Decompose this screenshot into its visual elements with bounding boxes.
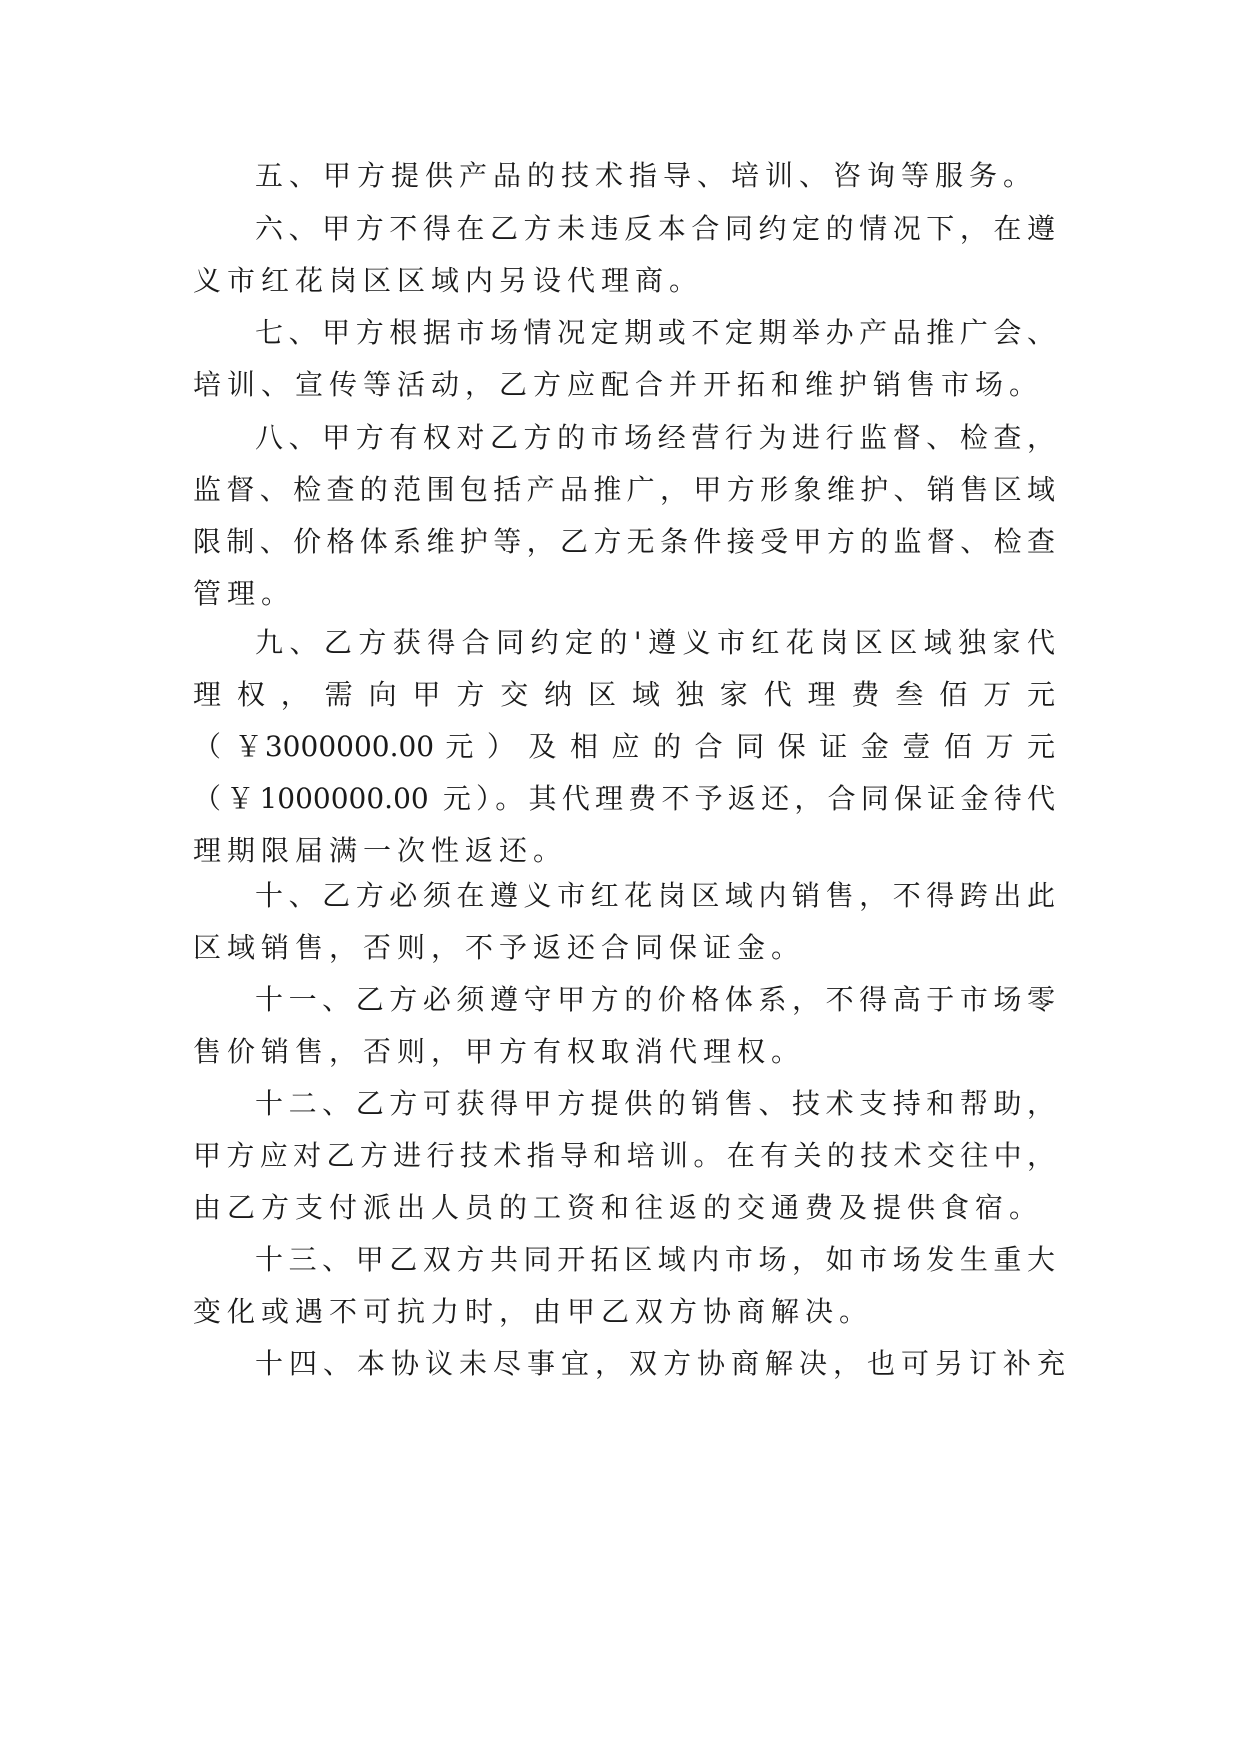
text-line: 九、乙方获得合同约定的'遵义市红花岗区区域独家代 — [255, 626, 1055, 659]
text-line: 十二、乙方可获得甲方提供的销售、技术支持和帮助， — [255, 1087, 1055, 1120]
text-line: 八、甲方有权对乙方的市场经营行为进行监督、检查， — [255, 421, 1055, 454]
text-line: 监督、检查的范围包括产品推广，甲方形象维护、销售区域 — [193, 473, 1055, 506]
text-line: 管理。 — [193, 577, 296, 610]
text-line: 十三、甲乙双方共同开拓区域内市场，如市场发生重大 — [255, 1243, 1055, 1276]
text-line: 义市红花岗区区域内另设代理商。 — [193, 264, 704, 297]
text-line: 限制、价格体系维护等，乙方无条件接受甲方的监督、检查 — [193, 525, 1055, 558]
text-line: 十一、乙方必须遵守甲方的价格体系，不得高于市场零 — [255, 983, 1055, 1016]
text-line: 变化或遇不可抗力时，由甲乙双方协商解决。 — [193, 1295, 874, 1328]
text-line: 理 权 ， 需 向 甲 方 交 纳 区 域 独 家 代 理 费 叁 佰 万 元 — [193, 678, 1055, 711]
text-line: 由乙方支付派出人员的工资和往返的交通费及提供食宿。 — [193, 1191, 1044, 1224]
text-line: 七、甲方根据市场情况定期或不定期举办产品推广会、 — [255, 316, 1055, 349]
text-line: 十、乙方必须在遵义市红花岗区域内销售，不得跨出此 — [255, 879, 1055, 912]
text-line: 六、甲方不得在乙方未违反本合同约定的情况下，在遵 — [255, 212, 1055, 245]
text-line: 五、甲方提供产品的技术指导、培训、咨询等服务。 — [255, 159, 1038, 192]
text-line: 售价销售，否则，甲方有权取消代理权。 — [193, 1035, 806, 1068]
text-line: 理期限届满一次性返还。 — [193, 834, 568, 867]
text-line: （￥1000000.00 元）。其代理费不予返还，合同保证金待代 — [193, 782, 1055, 815]
text-line: 培训、宣传等活动，乙方应配合并开拓和维护销售市场。 — [193, 368, 1044, 401]
text-line: 十四、本协议未尽事宜，双方协商解决，也可另订补充 — [255, 1347, 1072, 1380]
text-line: 甲方应对乙方进行技术指导和培训。在有关的技术交往中， — [193, 1139, 1055, 1172]
text-line: 区域销售，否则，不予返还合同保证金。 — [193, 931, 806, 964]
text-line: （ ￥3000000.00 元 ） 及 相 应 的 合 同 保 证 金 壹 佰 万 元 — [193, 730, 1055, 763]
